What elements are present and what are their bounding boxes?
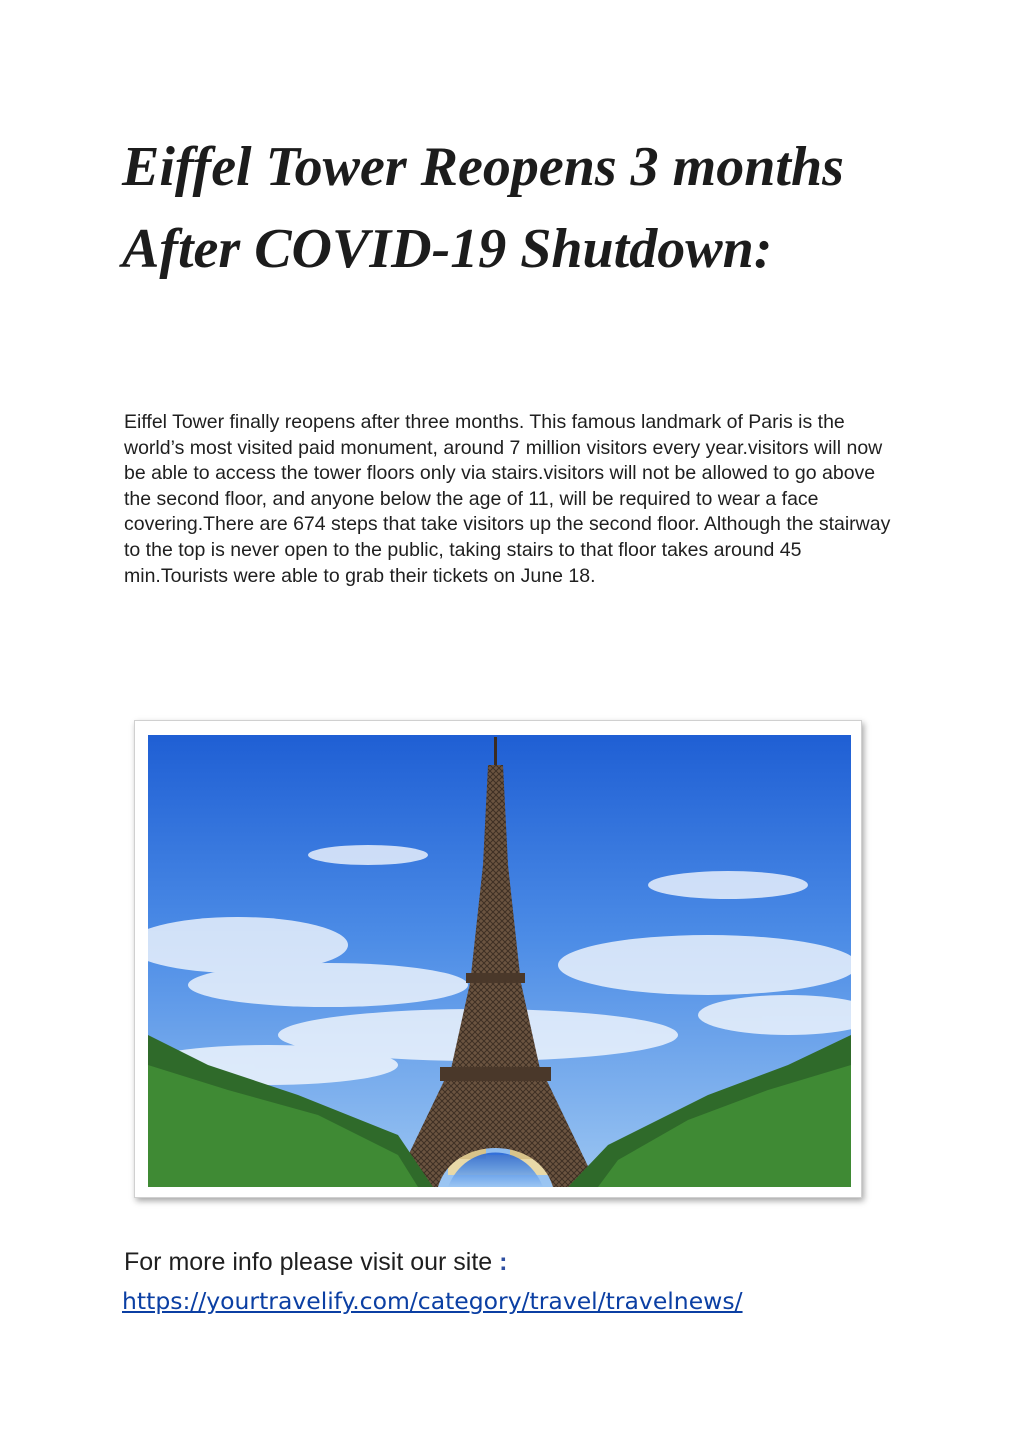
page-title: Eiffel Tower Reopens 3 months After COVID-19 Shutdown: — [122, 136, 844, 280]
photo-frame — [134, 720, 862, 1198]
travel-news-link[interactable]: https://yourtravelify.com/category/travel/travelnews/ — [122, 1287, 743, 1315]
article-body: Eiffel Tower finally reopens after three months. This famous landmark of Paris is the world’s most visited paid monument, around 7 million visitors every year.visitors will now be able to access the tower floors only via stairs.visitors will not be allowed to go above the second floor, and anyone below the age of 11, will be required to wear a face covering.There are 674 steps that take visitors up the second floor. Although the stairway to the top is never open to the public, taking stairs to that floor takes around 45 min.Tourists were able to grab their tickets on June 18. — [124, 411, 891, 587]
footer-info-text — [124, 1246, 507, 1278]
footer-info-label: For more info please visit our site — [124, 1248, 500, 1276]
eiffel-tower-photo — [148, 735, 851, 1187]
footer-colon: : — [499, 1248, 508, 1276]
